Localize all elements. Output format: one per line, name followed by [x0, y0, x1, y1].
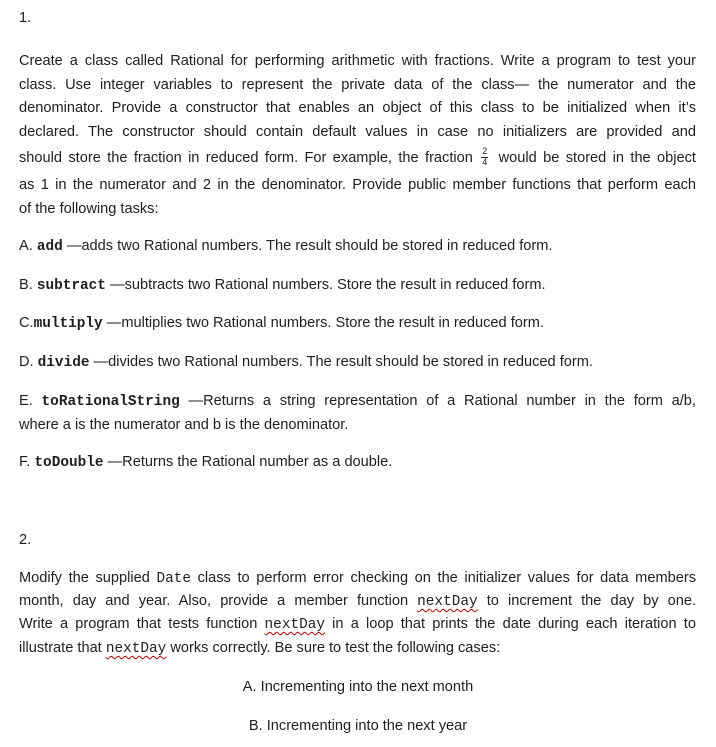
- task-item-divide: [19, 352, 593, 373]
- task-letter: E.: [19, 393, 33, 409]
- task-item-multiply: [19, 313, 544, 334]
- task-item-todouble: [19, 452, 392, 473]
- q1-paragraph-line-4: declared. The constructor should contain default values in case no initializers are provided and: [19, 124, 696, 140]
- q2-line-1-before: Modify the supplied: [19, 570, 150, 586]
- q2-paragraph-line-3: [19, 614, 696, 635]
- task-description: —multiplies two Rational numbers. Store the result in reduced form.: [106, 315, 544, 331]
- task-description: —Returns the Rational number as a double.: [107, 454, 393, 470]
- q1-paragraph-line-7: of the following tasks:: [19, 201, 159, 217]
- task-letter: D.: [19, 354, 34, 370]
- q1-line-5-after-fraction: would be stored in the object: [498, 150, 696, 166]
- task-description: —subtracts two Rational numbers. Store the result in reduced form.: [110, 277, 546, 293]
- question-1-number: 1.: [19, 10, 32, 26]
- q1-paragraph-line-2: class. Use integer variables to represent the private data of the class— the numerator and the: [19, 77, 696, 93]
- task-item-torationalstring: [19, 391, 696, 412]
- q2-line-3-before: Write a program that tests function: [19, 616, 258, 632]
- task-description: —divides two Rational numbers. The result should be stored in reduced form.: [93, 354, 593, 370]
- task-letter: B.: [19, 277, 33, 293]
- next-day-function-name: nextDay: [105, 641, 167, 657]
- q2-line-1-after: class to perform error checking on the initializer values for data members: [197, 570, 696, 586]
- task-letter: A.: [19, 238, 33, 254]
- task-item-subtract: [19, 275, 546, 296]
- next-day-function-name: nextDay: [264, 617, 325, 633]
- task-item-add: [19, 236, 552, 257]
- q2-line-2-before: month, day and year. Also, provide a member function: [19, 593, 409, 609]
- q1-paragraph-line-6: as 1 in the numerator and 2 in the denominator. Provide public member functions that perform each: [19, 177, 696, 193]
- q2-line-4-after: works correctly. Be sure to test the following cases:: [170, 640, 501, 656]
- task-function-name: toDouble: [34, 455, 104, 471]
- q2-line-4-before: illustrate that: [19, 640, 102, 656]
- task-letter: F.: [19, 454, 31, 470]
- q1-line-5-before-fraction: should store the fraction in reduced form. For example, the fraction: [19, 150, 473, 166]
- fraction-numerator: 2: [482, 146, 488, 157]
- task-description: —adds two Rational numbers. The result should be stored in reduced form.: [66, 238, 553, 254]
- task-function-name: subtract: [36, 278, 106, 294]
- task-letter: C.: [19, 315, 34, 331]
- q2-line-3-after: in a loop that prints the date during each iteration to: [332, 616, 696, 632]
- question-2-number: 2.: [19, 532, 32, 548]
- task-function-name: multiply: [33, 316, 103, 332]
- date-class-name: Date: [156, 571, 191, 587]
- q2-line-2-after: to increment the day by one.: [486, 593, 697, 609]
- q1-paragraph-line-3: denominator. Provide a constructor that enables an object of this class to be initialized when it’s: [19, 100, 696, 116]
- fraction-denominator: 4: [482, 157, 488, 168]
- q2-paragraph-line-2: [19, 591, 696, 612]
- q2-paragraph-line-4: [19, 638, 500, 659]
- test-case-next-year: B. Incrementing into the next year: [248, 718, 468, 734]
- fraction-two-fourths: [481, 147, 488, 167]
- task-function-name: divide: [37, 355, 90, 371]
- task-item-torationalstring-continued: where a is the numerator and b is the denominator.: [19, 417, 349, 433]
- q2-paragraph-line-1: [19, 568, 696, 589]
- test-case-next-month: A. Incrementing into the next month: [242, 679, 474, 695]
- task-function-name: add: [36, 239, 63, 255]
- q1-paragraph-line-5: [19, 148, 696, 168]
- q1-paragraph-line-1: Create a class called Rational for performing arithmetic with fractions. Write a program to test your: [19, 53, 696, 69]
- task-function-name: toRationalString: [41, 394, 180, 410]
- next-day-function-name: nextDay: [417, 594, 478, 610]
- task-description: —Returns a string representation of a Rational number in the form a/b,: [188, 393, 696, 409]
